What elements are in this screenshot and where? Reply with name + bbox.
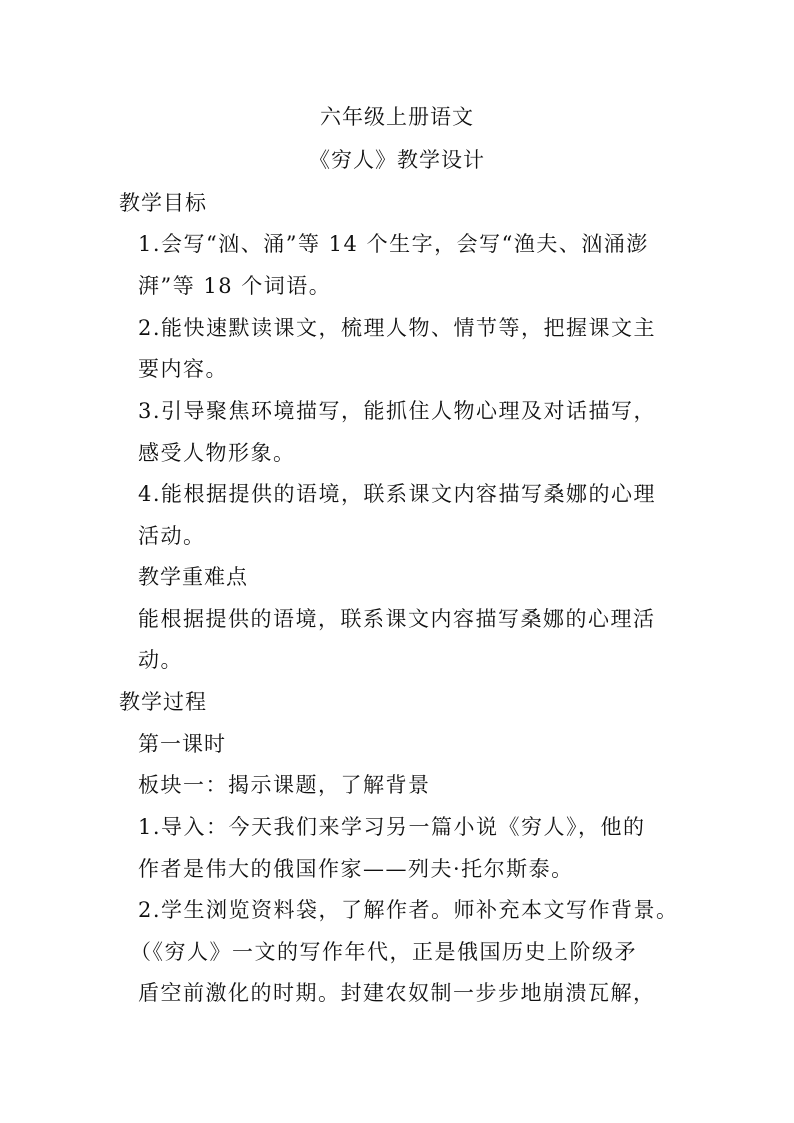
block-label: 板块一：揭示课题，了解背景: [138, 773, 431, 797]
process-line: （《穷人》一文的写作年代，正是俄国历史上阶级矛: [130, 940, 637, 964]
process-line: 2.学生浏览资料袋，了解作者。师补充本文写作背景。: [138, 898, 679, 922]
key-points-heading: 教学重难点: [138, 565, 248, 589]
process-line: 1.导入：今天我们来学习另一篇小说《穷人》，他的: [138, 815, 646, 839]
document-subtitle: 《穷人》教学设计: [309, 148, 485, 172]
key-points-line: 能根据提供的语境，联系课文内容描写桑娜的心理活: [138, 607, 656, 631]
key-points-line: 动。: [138, 648, 183, 672]
process-heading: 教学过程: [119, 690, 207, 714]
objective-line: 活动。: [138, 524, 206, 548]
document-title: 六年级上册语文: [320, 105, 474, 129]
objectives-heading: 教学目标: [119, 191, 207, 215]
objective-line: 湃”等 18 个词语。: [138, 274, 332, 298]
process-line: 作者是伟大的俄国作家——列夫·托尔斯泰。: [138, 857, 574, 881]
objective-line: 2.能快速默读课文，梳理人物、情节等，把握课文主: [138, 316, 657, 340]
objective-line: 感受人物形象。: [138, 441, 296, 465]
objective-line: 要内容。: [138, 357, 228, 381]
objective-line: 3.引导聚焦环境描写，能抓住人物心理及对话描写，: [138, 399, 657, 423]
objective-line: 4.能根据提供的语境，联系课文内容描写桑娜的心理: [138, 482, 657, 506]
lesson-label: 第一课时: [138, 732, 226, 756]
process-line: 盾空前激化的时期。封建农奴制一步步地崩溃瓦解，: [138, 981, 656, 1005]
objective-line: 1.会写“汹、涌”等 14 个生字，会写“渔夫、汹涌澎: [138, 232, 649, 256]
